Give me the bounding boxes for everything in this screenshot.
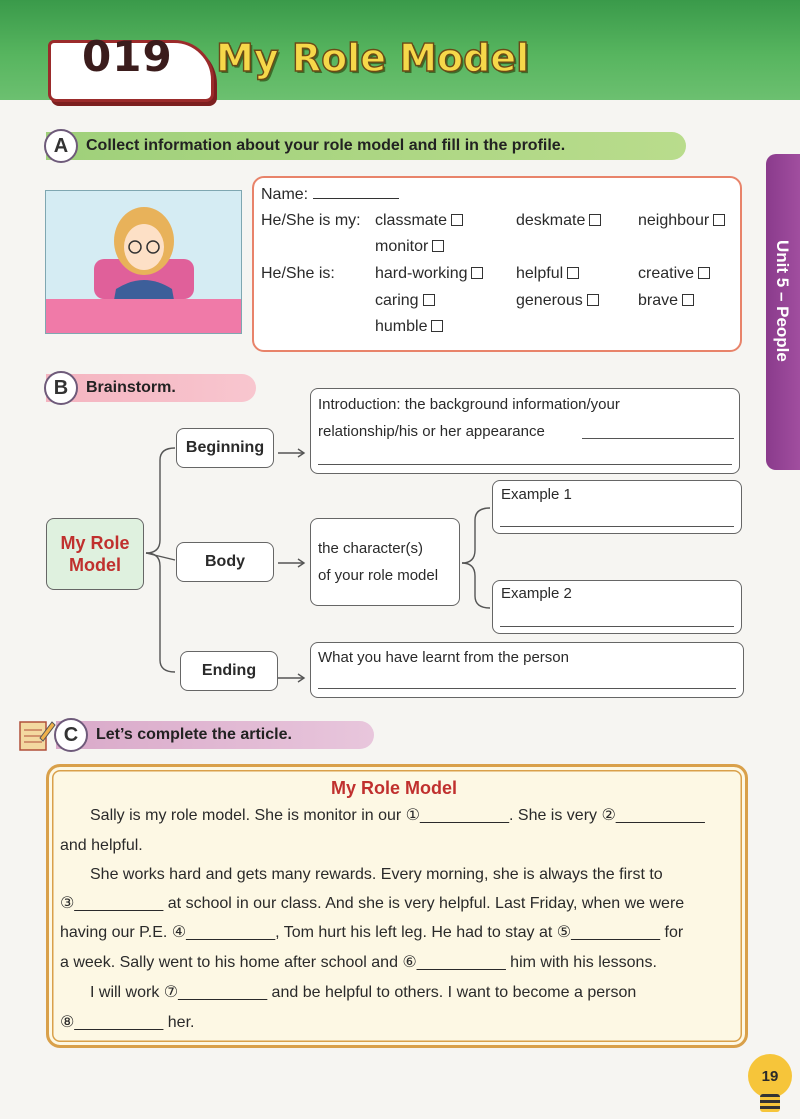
example-1-blank[interactable]	[500, 526, 734, 527]
section-letter: B	[44, 371, 78, 405]
article-line: I will work ⑦__________ and be helpful to others. I want to become a person	[90, 984, 637, 1001]
article-line: ③__________ at school in our class. And she is very helpful. Last Friday, when we were	[60, 895, 685, 912]
introduction-blank[interactable]	[582, 438, 734, 439]
ending-text: What you have learnt from the person	[318, 649, 569, 666]
option-creative[interactable]: creative	[638, 265, 710, 283]
notepad-pencil-icon	[18, 718, 56, 752]
article-line: and helpful.	[60, 837, 143, 854]
example-2-label: Example 2	[501, 585, 572, 602]
section-c-instruction: Let’s complete the article.	[96, 726, 292, 743]
introduction-blank[interactable]	[318, 464, 732, 465]
article-line: having our P.E. ④__________, Tom hurt his left leg. He had to stay at ⑤__________ for	[60, 924, 684, 941]
unit-label: Unit 5 – People	[773, 240, 792, 362]
option-caring[interactable]: caring	[375, 292, 435, 310]
page-title: My Role Model	[216, 36, 530, 80]
section-a-instruction: Collect information about your role model and fill in the profile.	[86, 137, 566, 154]
example-2-blank[interactable]	[500, 626, 734, 627]
character-text-1: the character(s)	[318, 540, 424, 557]
option-generous[interactable]: generous	[516, 292, 599, 310]
article-line: Sally is my role model. She is monitor in our ①__________. She is very ②__________	[90, 807, 705, 824]
section-letter: C	[54, 718, 88, 752]
article-line: ⑧__________ her.	[60, 1014, 195, 1031]
character-box	[310, 518, 460, 606]
option-deskmate[interactable]: deskmate	[516, 212, 601, 230]
option-brave[interactable]: brave	[638, 292, 694, 310]
option-hard-working[interactable]: hard-working	[375, 265, 483, 283]
page-number: 19	[748, 1054, 792, 1098]
article-title: My Role Model	[330, 778, 457, 798]
option-monitor[interactable]: monitor	[375, 238, 444, 256]
option-neighbour[interactable]: neighbour	[638, 212, 725, 230]
introduction-text-2: relationship/his or her appearance	[318, 423, 545, 440]
lightbulb-icon	[760, 1094, 780, 1112]
is-my-label: He/She is my:	[261, 212, 361, 229]
section-b-instruction: Brainstorm.	[86, 379, 176, 396]
is-label: He/She is:	[261, 265, 335, 282]
ending-blank[interactable]	[318, 688, 736, 689]
introduction-text-1: Introduction: the background information/your	[318, 396, 620, 413]
beginning-box: Beginning	[176, 428, 274, 468]
article-line: a week. Sally went to his home after school and ⑥__________ him with his lessons.	[60, 954, 657, 971]
body-box: Body	[176, 542, 274, 582]
article-line: She works hard and gets many rewards. Every morning, she is always the first to	[90, 866, 663, 883]
section-c-heading	[56, 721, 374, 749]
ending-box: Ending	[180, 651, 278, 691]
example-1-label: Example 1	[501, 486, 572, 503]
mind-map-center: My Role Model	[46, 518, 144, 590]
section-letter: A	[44, 129, 78, 163]
option-helpful[interactable]: helpful	[516, 265, 579, 283]
option-classmate[interactable]: classmate	[375, 212, 463, 230]
lesson-number: 019	[82, 32, 173, 81]
option-humble[interactable]: humble	[375, 318, 443, 336]
name-label: Name:	[261, 186, 399, 204]
character-text-2: of your role model	[318, 567, 439, 584]
